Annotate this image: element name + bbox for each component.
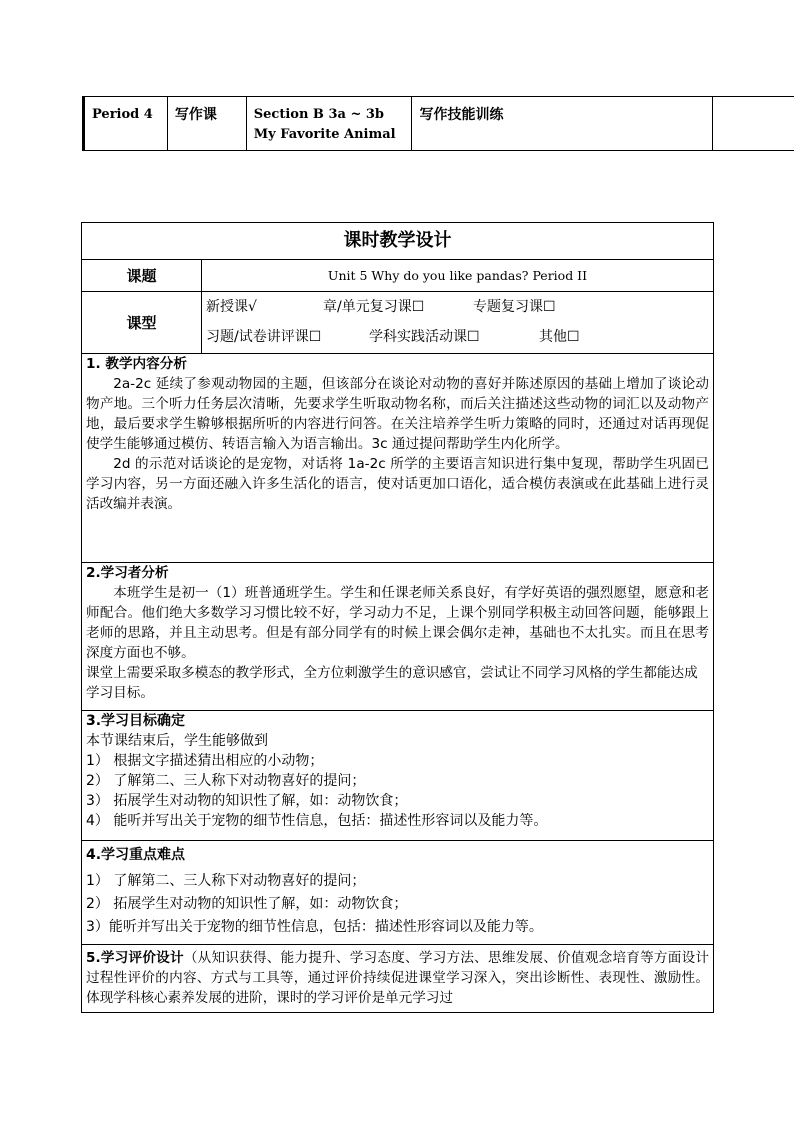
content-analysis-section xyxy=(82,354,714,563)
period-cell: Period 4 xyxy=(84,97,168,151)
type-option: 专题复习课☐ xyxy=(473,299,556,315)
type-options-row xyxy=(206,322,709,352)
topic-label: 课题 xyxy=(82,260,202,292)
section-heading: 3.学习目标确定 xyxy=(86,713,186,729)
section-heading: 1. 教学内容分析 xyxy=(86,356,187,372)
type-label: 课型 xyxy=(82,292,202,354)
type-option: 章/单元复习课☐ xyxy=(323,299,425,315)
skill-cell: 写作技能训练 xyxy=(412,97,712,151)
key-points-section xyxy=(82,841,714,945)
design-title: 课时教学设计 xyxy=(82,223,714,260)
lesson-type-cell: 写作课 xyxy=(167,97,246,151)
type-options-cell xyxy=(202,292,714,354)
section-line: Section B 3a ~ 3b xyxy=(253,107,384,122)
lesson-design-table xyxy=(81,222,714,1013)
list-item: 4） 能听并写出关于宠物的细节性信息，包括：描述性形容词以及能力等。 xyxy=(86,813,548,829)
learner-analysis-section xyxy=(82,563,714,711)
objectives-intro: 本节课结束后，学生能够做到 xyxy=(86,733,268,749)
list-item: 1） 根据文字描述猜出相应的小动物； xyxy=(86,753,324,769)
section-heading: 5.学习评价设计 xyxy=(86,950,184,966)
type-option: 学科实践活动课☐ xyxy=(369,329,480,345)
section-heading: 2.学习者分析 xyxy=(86,565,169,581)
evaluation-section xyxy=(82,945,714,1013)
objectives-section xyxy=(82,711,714,841)
list-item: 3）能听并写出关于宠物的细节性信息，包括：描述性形容词以及能力等。 xyxy=(86,919,543,935)
list-item: 3） 拓展学生对动物的知识性了解，如：动物饮食； xyxy=(86,793,408,809)
type-options-row xyxy=(206,292,709,322)
type-option: 新授课√ xyxy=(206,299,257,315)
list-item: 2） 拓展学生对动物的知识性了解，如：动物饮食； xyxy=(86,896,408,912)
period-summary-table xyxy=(82,96,794,151)
period-summary-row xyxy=(84,97,794,151)
section-subtitle: My Favorite Animal xyxy=(253,127,396,142)
list-item: 2） 了解第二、三人称下对动物喜好的提问； xyxy=(86,773,366,789)
section-cell xyxy=(246,97,412,151)
topic-value: Unit 5 Why do you like pandas? Period II xyxy=(202,260,714,292)
list-item: 1） 了解第二、三人称下对动物喜好的提问； xyxy=(86,873,366,889)
type-option: 其他☐ xyxy=(539,329,580,345)
evaluation-text: （从知识获得、能力提升、学习态度、学习方法、思维发展、价值观念培育等方面设计过程性评价的内容、方式与工具等，通过评价持续促进课堂学习深入，突出诊断性、表现性、激励性。体现学科核心素养发展的进阶，课时的学习评价是单元学习过 xyxy=(86,950,710,1006)
type-option: 习题/试卷讲评课☐ xyxy=(206,329,322,345)
paragraph: 课堂上需要采取多模态的教学形式，全方位刺激学生的意识感官，尝试让不同学习风格的学生都能达成学习目标。 xyxy=(86,665,698,701)
paragraph: 2a-2c 延续了参观动物园的主题，但该部分在谈论对动物的喜好并陈述原因的基础上增加了谈论动物产地。三个听力任务层次清晰，先要求学生听取动物名称，而后关注描述这些动物的词汇以及动物产地，最后要求学生鞥够根据所听的内容进行问答。在关注培养学生听力策略的同时，还通过对话再现促使学生能够通过模仿、转语言输入为语言输出。3c 通过提问帮助学生内化所学。 xyxy=(86,376,709,452)
paragraph: 2d 的示范对话谈论的是宠物，对话将 1a-2c 所学的主要语言知识进行集中复现，帮助学生巩固已学习内容，另一方面还融入许多生活化的语言，使对话更加口语化，适合模仿表演或在此基础上进行灵活改编并表演。 xyxy=(86,456,709,512)
section-heading: 4.学习重点难点 xyxy=(86,847,186,863)
empty-cell xyxy=(712,97,794,151)
paragraph: 本班学生是初一（1）班普通班学生。学生和任课老师关系良好，有学好英语的强烈愿望，愿意和老师配合。他们绝大多数学习习惯比较不好，学习动力不足，上课个别同学积极主动回答问题，能够跟上老师的思路，并且主动思考。但是有部分同学有的时候上课会偶尔走神，基础也不太扎实。而且在思考深度方面也不够。 xyxy=(86,585,709,661)
